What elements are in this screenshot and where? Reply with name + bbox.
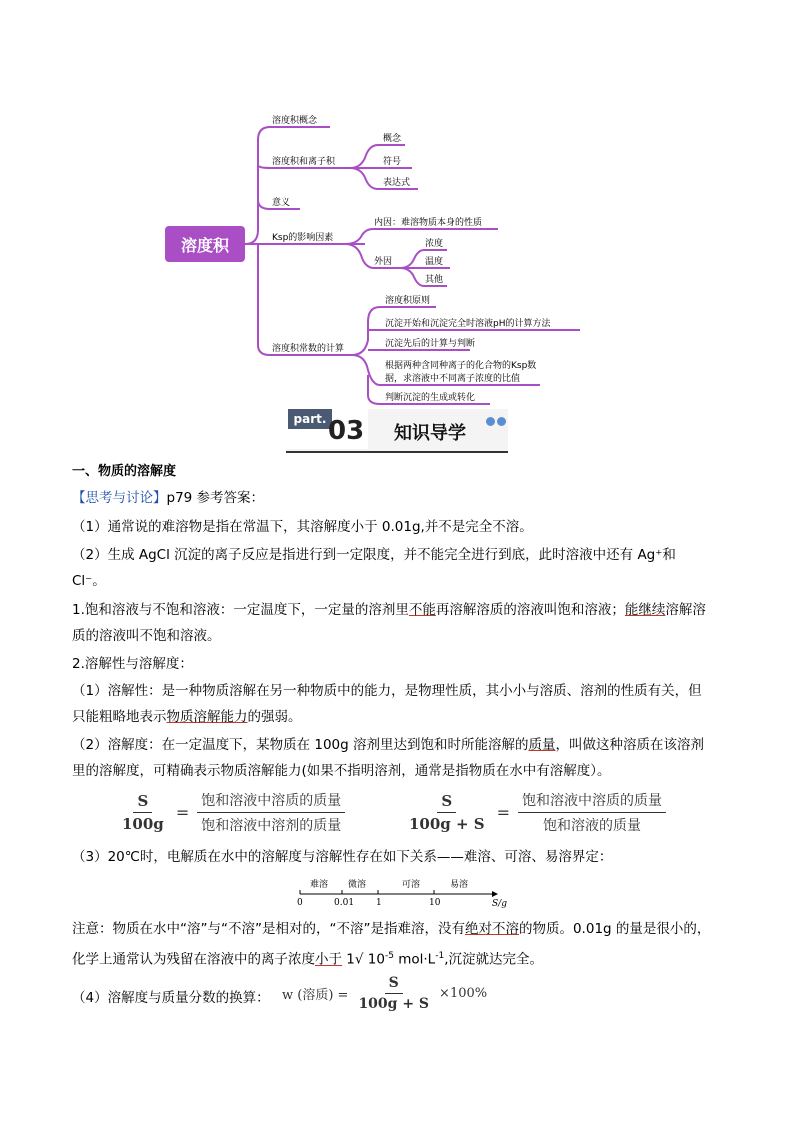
p1u1: 不能 — [408, 602, 436, 618]
scale-label-1: 微溶 — [348, 880, 367, 890]
n2c: mol·L — [393, 951, 436, 968]
s1c: 的强弱。 — [247, 709, 302, 725]
mm-meaning: 意义 — [272, 198, 291, 208]
n2sup2: -1 — [435, 951, 445, 961]
mm-calc-c5: 判断沉淀的生成或转化 — [385, 393, 476, 403]
think-rest: p79 参考答案： — [166, 490, 265, 506]
mm-calc: 溶度积常数的计算 — [272, 344, 345, 354]
part-banner — [286, 409, 508, 453]
mm-calc-c4: 据，求溶液中不同离子浓度的比值 — [385, 374, 521, 384]
mm-ionic-c0: 概念 — [383, 134, 402, 144]
n2a: 化学上通常认为残留在溶液中的离子浓度 — [72, 951, 315, 968]
s2a: （2）溶解度：在一定温度下，某物质在 100g 溶剂里达到饱和时所能溶解的 — [72, 737, 529, 753]
answer-2b: Cl⁻。 — [72, 573, 106, 589]
mm-concept: 溶度积概念 — [272, 116, 318, 126]
part-number: 03 — [328, 416, 365, 446]
scale-unit: S/g — [492, 899, 507, 908]
solubility-1b — [72, 706, 732, 728]
answer-1: （1）通常说的难溶物是指在常温下，其溶解度小于 0.01g,并不是完全不溶。 — [72, 519, 533, 535]
solubility-scale — [292, 876, 512, 908]
p1u2: 能继续 — [624, 602, 666, 618]
mm-calc-c0: 溶度积原则 — [385, 296, 431, 306]
think-line — [72, 487, 732, 509]
mindmap — [0, 0, 794, 420]
para-solubility-title: 2.溶解性与溶解度： — [72, 656, 193, 672]
mm-ionic: 溶度积和离子积 — [272, 157, 336, 167]
p1b: 再溶解溶质的溶液叫饱和溶液； — [435, 602, 625, 618]
solubility-1: （1）溶解性：是一种物质溶解在另一种物质中的能力，是物理性质，其小小与溶质、溶剂的性质有关，但 — [72, 683, 702, 699]
solubility-2 — [72, 734, 732, 756]
scale-tick-0: 0 — [297, 898, 303, 908]
answer-2: （2）生成 AgCl 沉淀的离子反应是指进行到一定限度，并不能完全进行到底，此时溶液中还有 Ag⁺和 — [72, 547, 676, 563]
f2-rn: 饱和溶液中溶质的质量 — [518, 790, 666, 813]
scale-tick-1: 0.01 — [334, 898, 355, 908]
formula-1: $\frac{S}{100g}$ = 饱和溶液中溶质的质量 饱和溶液中溶剂的质量 — [118, 790, 345, 835]
part-title: 知识导学 — [394, 423, 466, 444]
mm-ksp: Ksp的影响因素 — [272, 233, 334, 243]
solubility-2b: 里的溶解度，可精确表示物质溶解能力(如果不指明溶剂，通常是指物质在水中有溶解度）。 — [72, 763, 611, 779]
decor-dots-icon — [486, 411, 508, 430]
n2b: 1√ 10 — [342, 951, 385, 968]
f2-num: S — [437, 792, 456, 813]
mm-calc-c3: 根据两种含同种离子的化合物的Ksp数 — [385, 361, 537, 371]
f1-num: S — [133, 792, 152, 813]
s2u: 质量 — [528, 737, 556, 753]
note-1 — [72, 918, 732, 940]
part-label: part. — [288, 409, 332, 429]
n1b: 的物质。0.01g 的量是很小的， — [518, 921, 711, 937]
mm-ionic-c1: 符号 — [383, 157, 402, 167]
section-heading: 一、物质的溶解度 — [72, 464, 177, 479]
mm-calc-c1: 沉淀开始和沉淀完全时溶液pH的计算方法 — [385, 319, 551, 329]
s1u: 物质溶解能力 — [166, 709, 248, 725]
s2b: ，叫做这种溶质在该溶剂 — [555, 737, 705, 753]
f3-den: 100g + S — [358, 996, 430, 1012]
f1-den: 100g — [122, 815, 164, 833]
n1u: 绝对不溶 — [464, 921, 519, 937]
para-saturated — [72, 599, 732, 621]
scale-tick-2: 1 — [376, 898, 382, 908]
think-label: 【思考与讨论】 — [72, 490, 167, 506]
f1-rn: 饱和溶液中溶质的质量 — [197, 790, 345, 813]
s1b: 只能粗略地表示 — [72, 709, 167, 725]
mm-calc-c2: 沉淀先后的计算与判断 — [385, 339, 476, 349]
mm-ksp-inner: 内因：难溶物质本身的性质 — [374, 218, 483, 228]
part-box — [286, 409, 368, 449]
n2u: 小于 — [315, 951, 342, 968]
mm-outer-c0: 浓度 — [425, 239, 444, 249]
note-2 — [72, 945, 732, 971]
p1c: 溶解溶 — [665, 602, 706, 618]
f3-num: S — [385, 975, 403, 994]
mm-outer-c1: 温度 — [425, 257, 444, 267]
mm-ksp-outer: 外因 — [374, 257, 393, 267]
n1a: 注意：物质在水中“溶”与“不溶”是相对的，“不溶”是指难溶，没有 — [72, 921, 465, 937]
n2d: ,沉淀就达完全。 — [444, 951, 543, 968]
scale-tick-3: 10 — [429, 898, 441, 908]
f2-den: 100g + S — [409, 815, 485, 833]
f1-rd: 饱和溶液中溶剂的质量 — [201, 818, 342, 834]
mm-outer-c2: 其他 — [425, 275, 444, 285]
mm-ionic-c2: 表达式 — [383, 178, 411, 188]
solubility-4: （4）溶解度与质量分数的换算： — [72, 990, 270, 1006]
solubility-3: （3）20℃时，电解质在水中的溶解度与溶解性存在如下关系——难溶、可溶、易溶界定： — [72, 849, 613, 865]
formula-2: $\frac{S}{100g + S}$ = 饱和溶液中溶质的质量 饱和溶液的质量 — [405, 790, 666, 835]
formula-3 — [282, 975, 487, 1012]
scale-label-3: 易溶 — [450, 880, 469, 890]
scale-label-2: 可溶 — [402, 880, 421, 890]
p1a: 1.饱和溶液与不饱和溶液：一定温度下，一定量的溶剂里 — [72, 602, 409, 618]
f3-tail: ×100% — [439, 986, 488, 1001]
f3-lhs: w (溶质) = — [282, 988, 349, 1003]
f2-rd: 饱和溶液的质量 — [543, 818, 642, 834]
n2sup: -5 — [384, 951, 394, 961]
scale-label-0: 难溶 — [310, 880, 329, 890]
para-saturated-2: 质的溶液叫不饱和溶液。 — [72, 628, 221, 644]
mindmap-root: 溶度积 — [165, 226, 245, 262]
